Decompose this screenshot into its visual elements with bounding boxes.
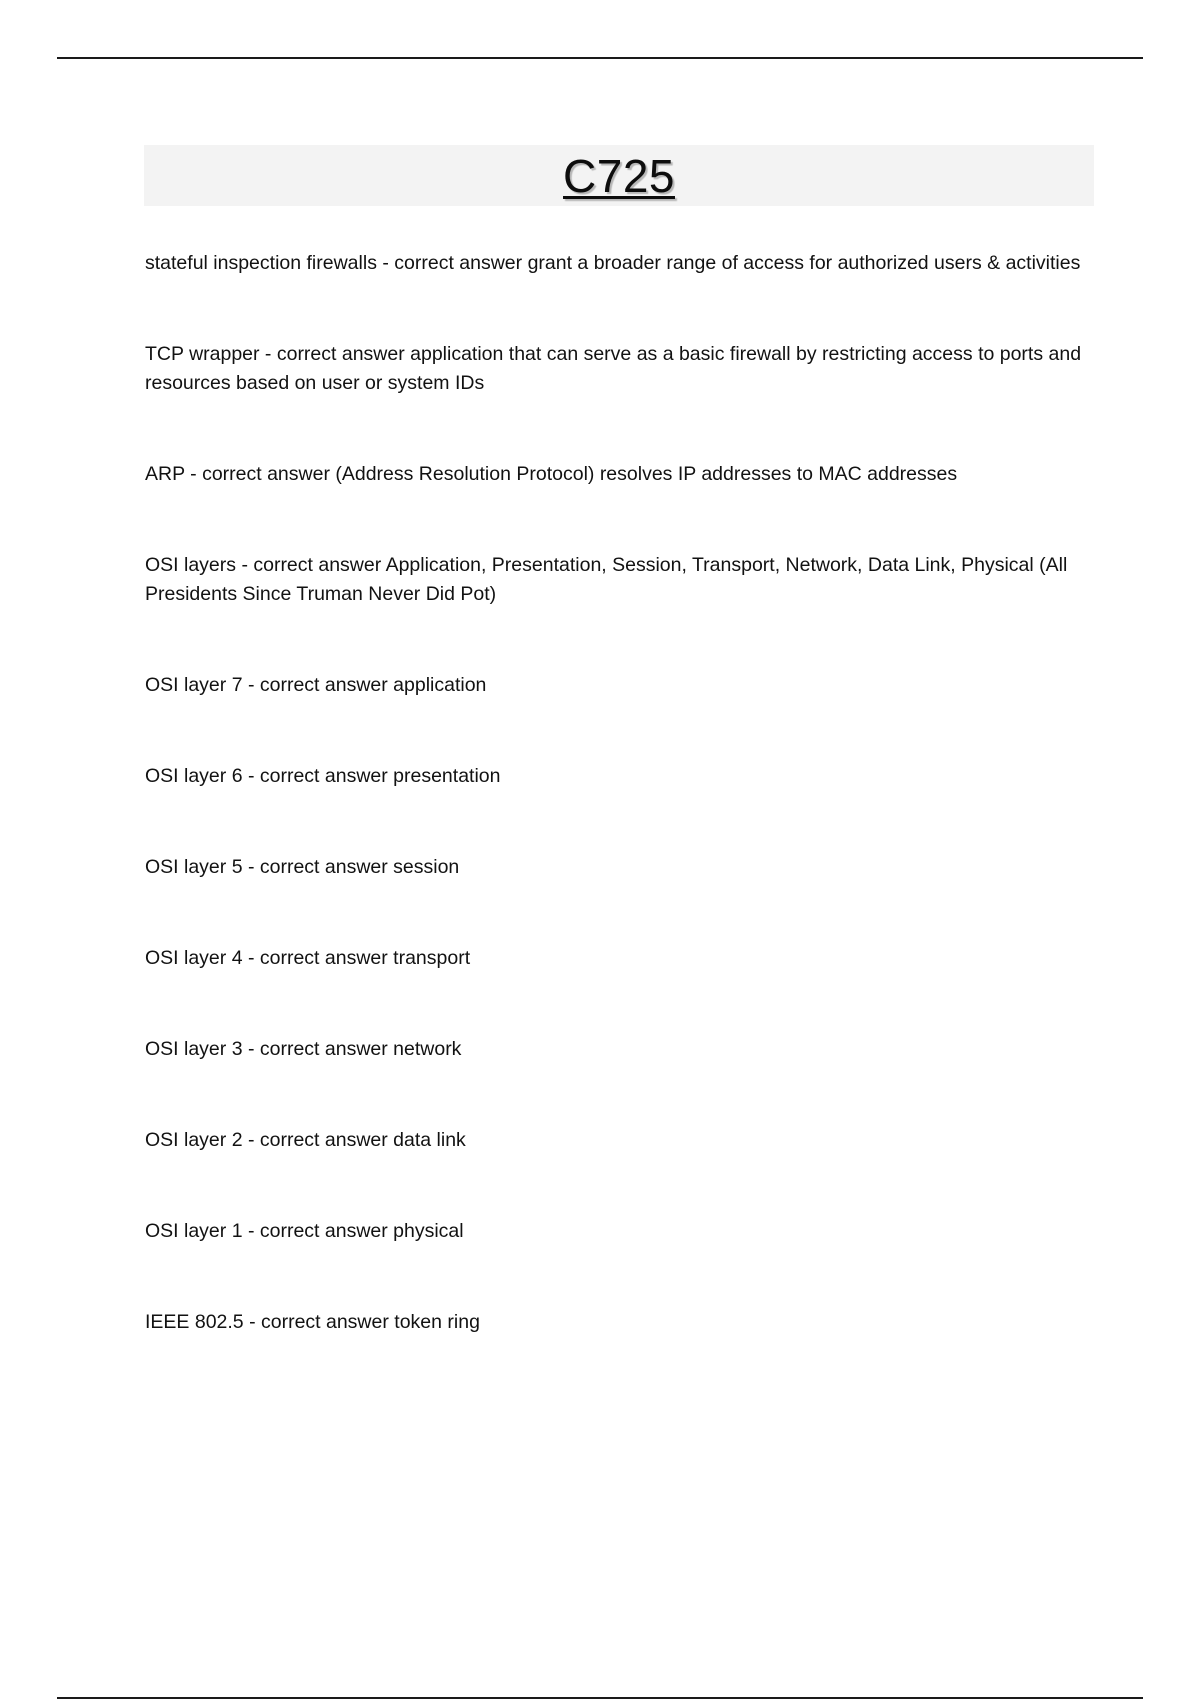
flashcard-entry: ARP - correct answer (Address Resolution Protocol) resolves IP addresses to MAC addresses [145, 463, 958, 485]
flashcard-entry: OSI layer 7 - correct answer application [145, 674, 487, 696]
title-banner [144, 145, 1094, 206]
footer-divider [57, 1697, 1143, 1699]
flashcard-entry: OSI layer 1 - correct answer physical [145, 1220, 464, 1242]
flashcard-entry: IEEE 802.5 - correct answer token ring [145, 1311, 480, 1333]
flashcard-entry: OSI layer 4 - correct answer transport [145, 947, 471, 969]
flashcard-entry: OSI layer 2 - correct answer data link [145, 1129, 466, 1151]
flashcard-entry: OSI layer 6 - correct answer presentation [145, 765, 501, 787]
flashcard-entry: OSI layer 3 - correct answer network [145, 1038, 462, 1060]
flashcard-entry: OSI layer 5 - correct answer session [145, 856, 460, 878]
flashcard-entry: OSI layers - correct answer Application, Presentation, Session, Transport, Network, Data Link, Physical (All Presidents Since Truman Never Did Pot) [145, 554, 1068, 605]
flashcard-list [145, 249, 1100, 1337]
page-title: C725 [563, 149, 675, 202]
flashcard-entry: TCP wrapper - correct answer application that can serve as a basic firewall by restricting access to ports and resources based on user or system IDs [145, 343, 1082, 394]
header-divider [57, 57, 1143, 59]
flashcard-entry: stateful inspection firewalls - correct answer grant a broader range of access for authorized users & activities [145, 252, 1081, 274]
